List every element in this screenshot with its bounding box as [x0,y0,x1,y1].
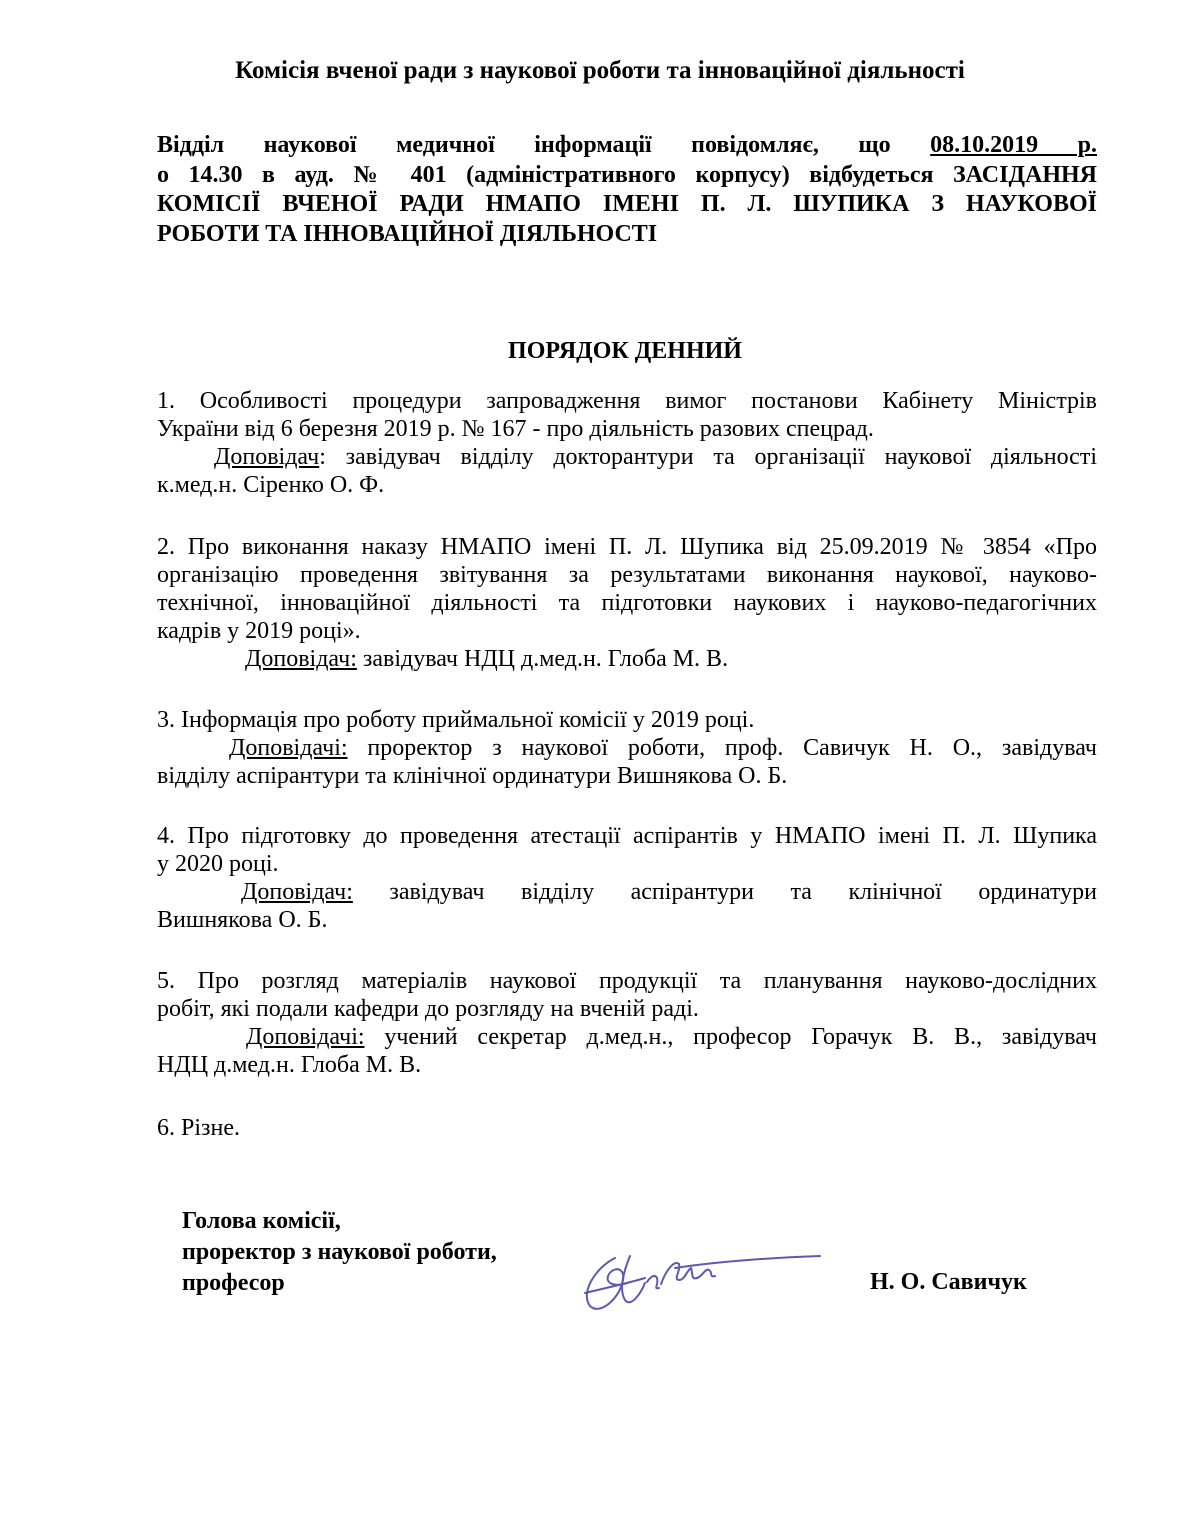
speaker-text: завідувач НДЦ д.мед.н. Глоба М. В. [356,646,729,672]
agenda-speaker-line [157,878,1097,906]
speaker-label: Доповідачі: [229,735,348,761]
signatory-title-line: проректор з наукової роботи, [182,1239,497,1265]
agenda-item-line: 4. Про підготовку до проведення атестації аспірантів у НМАПО імені П. Л. Шупика [157,823,1097,849]
speaker-label: Доповідач: [245,646,357,672]
handwritten-signature [575,1238,825,1318]
agenda-item [157,387,1097,499]
agenda-speaker-line: Вишнякова О. Б. [157,907,328,933]
agenda-heading: ПОРЯДОК ДЕННИЙ [508,338,742,364]
speaker-label: Доповідач: [241,879,353,905]
agenda-item [157,533,1097,673]
agenda-speaker-line: к.мед.н. Сіренко О. Ф. [157,472,385,498]
speaker-text: проректор з наукової роботи, проф. Савичук Н. О., завідувач [347,735,1097,761]
speaker-text: завідувач відділу аспірантури та клінічної ординатури [352,879,1097,905]
agenda-item-line: організацію проведення звітування за результатами виконання наукової, науково- [157,562,1097,588]
agenda-speaker-line: НДЦ д.мед.н. Глоба М. В. [157,1052,422,1078]
announcement-line [157,131,1097,161]
agenda-item-line: 6. Різне. [157,1115,240,1141]
agenda-item-line: 3. Інформація про роботу приймальної комісії у 2019 році. [157,707,755,733]
speaker-label: Доповідач [214,444,320,470]
agenda-item-line: технічної, інноваційної діяльності та підготовки наукових і науково-педагогічних [157,590,1097,616]
announcement-line: РОБОТИ ТА ІННОВАЦІЙНОЇ ДІЯЛЬНОСТІ [157,220,658,247]
meeting-date: 08.10.2019 р. [930,132,1097,158]
agenda-item [157,1114,1097,1142]
signatory-title [182,1206,497,1299]
agenda-item-line: 2. Про виконання наказу НМАПО імені П. Л. Шупика від 25.09.2019 № 3854 «Про [157,534,1097,560]
agenda-item-line: 1. Особливості процедури запровадження вимог постанови Кабінету Міністрів [157,388,1097,414]
agenda-speaker-line: відділу аспірантури та клінічної ординатури Вишнякова О. Б. [157,763,788,789]
announcement-line: КОМІСІЇ ВЧЕНОЇ РАДИ НМАПО ІМЕНІ П. Л. ШУПИКА З НАУКОВОЇ [157,191,1097,217]
signatory-name: Н. О. Савичук [870,1269,1027,1295]
agenda-item [157,822,1097,934]
announcement-text: Відділ наукової медичної інформації повідомляє, що [157,132,931,158]
agenda-item [157,967,1097,1079]
speaker-label: Доповідачі: [246,1024,365,1050]
agenda-item-line: робіт, які подали кафедри до розгляду на вченій раді. [157,996,699,1022]
speaker-text: : завідувач відділу докторантури та організації наукової діяльності [319,444,1097,470]
agenda-item-line: 5. Про розгляд матеріалів наукової продукції та планування науково-дослідних [157,968,1097,994]
speaker-text: учений секретар д.мед.н., професор Горачук В. В., завідувач [364,1024,1097,1050]
agenda-item-line: кадрів у 2019 році». [157,618,361,644]
announcement-line: о 14.30 в ауд. № 401 (адміністративного корпусу) відбудеться ЗАСІДАННЯ [157,161,1097,188]
signatory-title-line: Голова комісії, [182,1208,341,1234]
agenda-speaker-line [157,1023,1097,1051]
agenda-speaker-line [157,443,1097,471]
signatory-title-line: професор [182,1270,285,1296]
agenda-speaker-line [157,734,1097,762]
agenda-speaker-line [157,645,1097,673]
document-title: Комісія вченої ради з наукової роботи та інноваційної діяльності [235,57,965,84]
agenda-item-line: України від 6 березня 2019 р. № 167 - про діяльність разових спецрад. [157,416,874,442]
agenda-item [157,706,1097,790]
agenda-item-line: у 2020 році. [157,851,279,877]
meeting-announcement [157,131,1097,249]
